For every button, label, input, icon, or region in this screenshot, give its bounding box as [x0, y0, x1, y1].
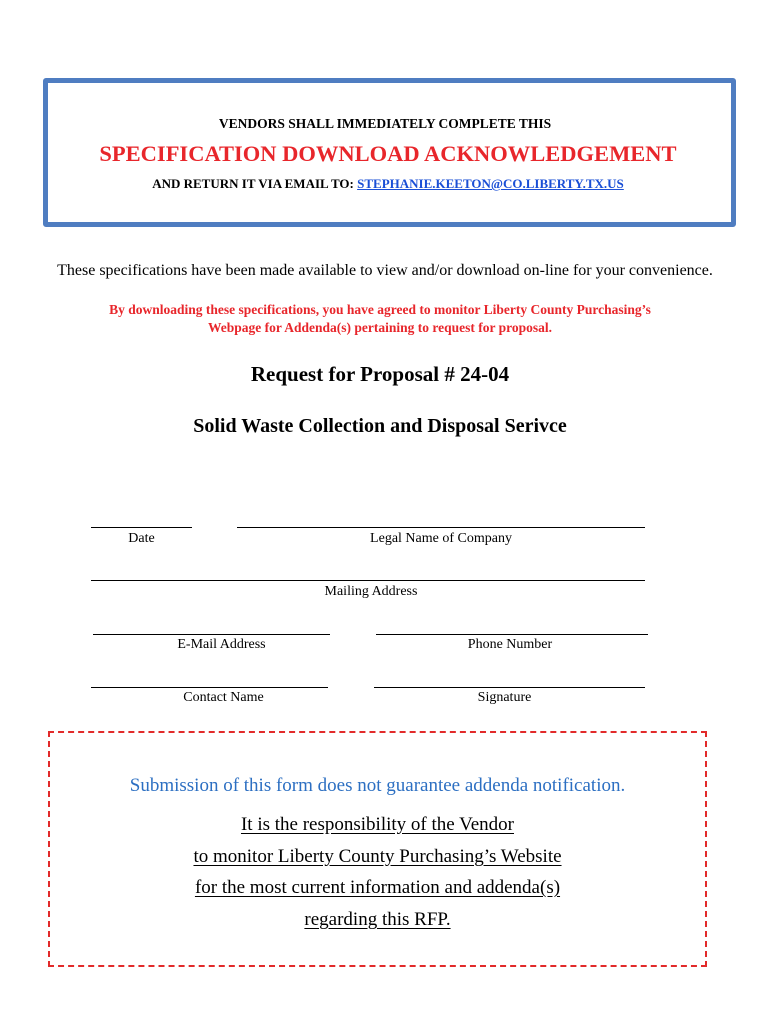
notice-lead: Submission of this form does not guarantee addenda notification. — [129, 775, 626, 796]
date-label: Date — [128, 531, 155, 546]
signature-label: Signature — [477, 690, 532, 705]
date-line[interactable] — [91, 527, 192, 528]
warning-line-2: Webpage for Addenda(s) pertaining to request for proposal. — [207, 320, 553, 335]
email-label: E-Mail Address — [177, 637, 266, 652]
notice-line-4 — [48, 909, 707, 931]
legal-name-label: Legal Name of Company — [370, 531, 512, 546]
warning-line-1: By downloading these specifications, you have agreed to monitor Liberty County Purchasing’s — [109, 302, 651, 317]
notice-line-3-text: for the most current information and addenda(s) — [194, 877, 561, 898]
phone-label: Phone Number — [467, 637, 553, 652]
contact-name-line[interactable] — [91, 687, 328, 688]
notice-line-2 — [48, 846, 707, 868]
mailing-address-label: Mailing Address — [324, 584, 418, 599]
rfp-subject: Solid Waste Collection and Disposal Serivce — [193, 415, 567, 437]
return-instruction — [0, 176, 770, 192]
signature-line[interactable] — [374, 687, 645, 688]
notice-line-4-text: regarding this RFP. — [304, 909, 451, 930]
return-prefix: AND RETURN IT VIA EMAIL TO: — [152, 176, 358, 191]
contact-name-label: Contact Name — [183, 690, 264, 705]
email-line[interactable] — [93, 634, 330, 635]
notice-line-1 — [48, 814, 707, 836]
rfp-number: Request for Proposal # 24-04 — [250, 362, 510, 386]
legal-name-line[interactable] — [237, 527, 645, 528]
intro-text: These specifications have been made available to view and/or download on-line for your convenience. — [57, 262, 713, 279]
vendor-instruction: VENDORS SHALL IMMEDIATELY COMPLETE THIS — [218, 116, 552, 131]
email-link[interactable]: STEPHANIE.KEETON@CO.LIBERTY.TX.US — [357, 176, 624, 191]
document-title: SPECIFICATION DOWNLOAD ACKNOWLEDGEMENT — [99, 141, 677, 166]
notice-line-1-text: It is the responsibility of the Vendor — [240, 814, 514, 835]
phone-line[interactable] — [376, 634, 648, 635]
notice-line-2-text: to monitor Liberty County Purchasing’s Website — [193, 846, 562, 867]
mailing-address-line[interactable] — [91, 580, 645, 581]
notice-line-3 — [48, 877, 707, 899]
download-warning — [0, 301, 760, 337]
